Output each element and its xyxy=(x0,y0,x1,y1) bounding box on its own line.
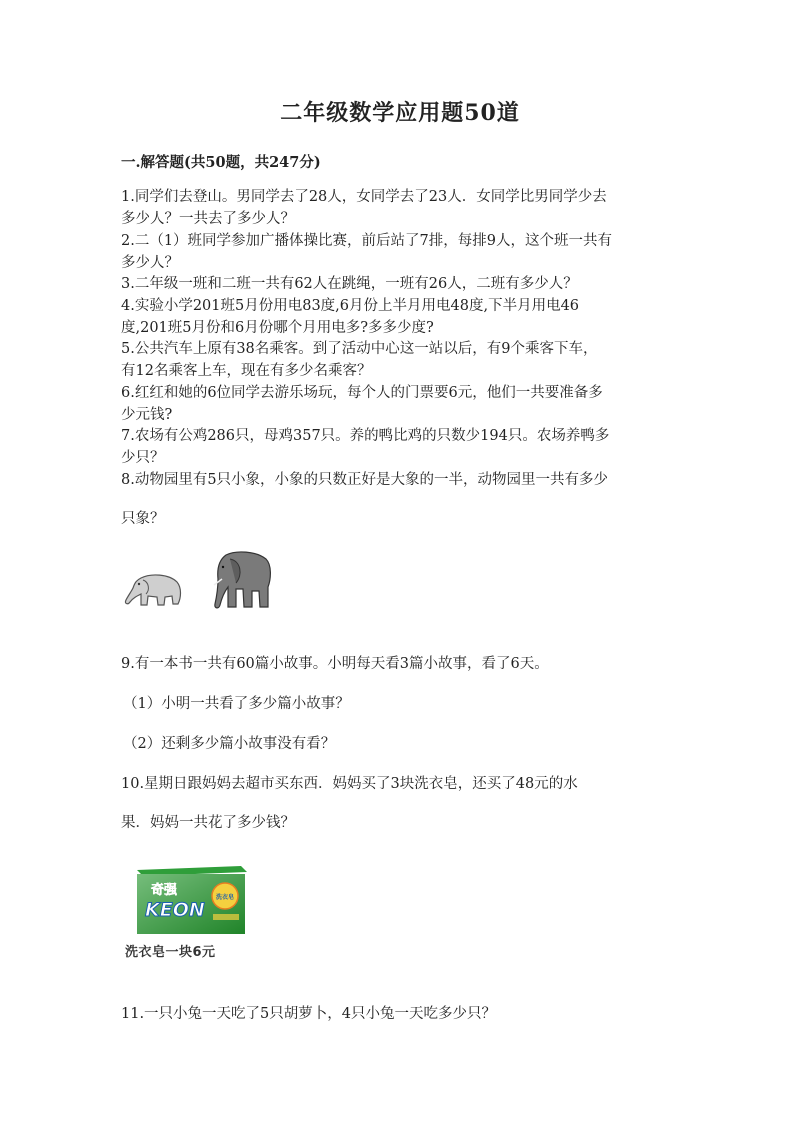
question-10-line-1: 10.星期日跟妈妈去超市买东西．妈妈买了3块洗衣皂，还买了48元的水 xyxy=(121,776,578,792)
question-9: 9.有一本书一共有60篇小故事。小明每天看3篇小故事，看了6天。 xyxy=(121,656,549,672)
soap-brand-cn: 奇强 xyxy=(151,883,178,898)
small-elephant-image xyxy=(121,570,185,610)
laundry-soap-image xyxy=(129,864,251,936)
question-9-part-1: （1）小明一共看了多少篇小故事？ xyxy=(123,696,350,712)
page-title: 二年级数学应用题50道 xyxy=(280,100,520,126)
question-11: 11.一只小兔一天吃了5只胡萝卜，4只小兔一天吃多少只？ xyxy=(121,1006,497,1022)
question-5-line-2: 有12名乘客上车，现在有多少名乘客？ xyxy=(121,363,372,379)
soap-badge: 洗衣皂 xyxy=(215,894,235,901)
question-2-line-2: 多少人？ xyxy=(121,255,179,271)
question-5-line-1: 5.公共汽车上原有38名乘客。到了活动中心这一站以后，有9个乘客下车， xyxy=(121,341,598,357)
section-heading: 一.解答题(共50题，共247分) xyxy=(121,154,321,171)
question-1-line-1: 1.同学们去登山。男同学去了28人，女同学去了23人．女同学比男同学少去 xyxy=(121,189,607,205)
question-7-line-2: 少只？ xyxy=(121,450,165,466)
question-6-line-2: 少元钱? xyxy=(121,407,173,423)
question-10-line-2: 果．妈妈一共花了多少钱？ xyxy=(121,815,295,831)
question-8-line-1: 8.动物园里有5只小象，小象的只数正好是大象的一半，动物园里一共有多少 xyxy=(121,472,609,488)
question-4-line-1: 4.实验小学201班5月份用电83度,6月份上半月用电48度,下半月用电46 xyxy=(121,298,580,314)
question-6-line-1: 6.红红和她的6位同学去游乐场玩，每个人的门票要6元，他们一共要准备多 xyxy=(121,385,603,401)
question-8-line-2: 只象？ xyxy=(121,511,165,527)
soap-brand-en: KEON xyxy=(145,899,205,921)
question-4-line-2: 度,201班5月份和6月份哪个月用电多?多多少度? xyxy=(121,320,434,336)
soap-price-caption: 洗衣皂一块6元 xyxy=(125,945,216,960)
question-2-line-1: 2.二（1）班同学参加广播体操比赛，前后站了7排，每排9人，这个班一共有 xyxy=(121,233,613,249)
big-elephant-image xyxy=(208,549,274,611)
question-3: 3.二年级一班和二班一共有62人在跳绳，一班有26人，二班有多少人？ xyxy=(121,276,578,292)
question-7-line-1: 7.农场有公鸡286只，母鸡357只。养的鸭比鸡的只数少194只。农场养鸭多 xyxy=(121,428,610,444)
question-1-line-2: 多少人？一共去了多少人？ xyxy=(121,211,295,227)
question-9-part-2: （2）还剩多少篇小故事没有看？ xyxy=(123,736,336,752)
